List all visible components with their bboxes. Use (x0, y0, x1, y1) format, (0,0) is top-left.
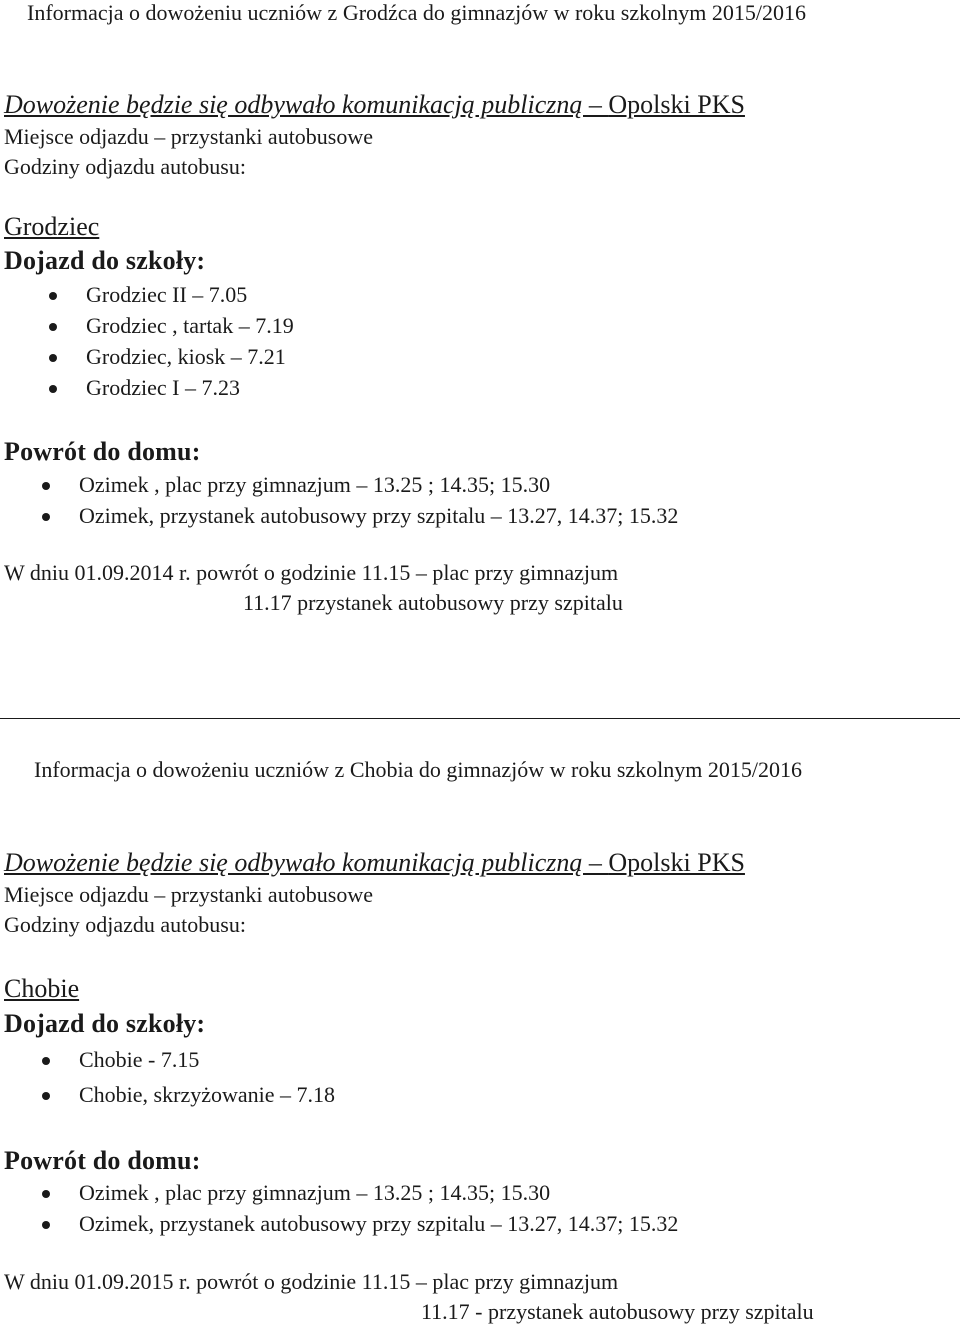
list-item: Chobie - 7.15 (79, 1047, 200, 1072)
section2-departure-place: Miejsce odjazdu – przystanki autobusowe (4, 882, 374, 907)
list-item: Grodziec, kiosk – 7.21 (86, 344, 286, 369)
section1-departure-hours: Godziny odjazdu autobusu: (4, 154, 246, 179)
list-item: Grodziec II – 7.05 (86, 282, 248, 307)
bullet-icon (49, 323, 57, 331)
section1-town: Grodziec (4, 212, 100, 241)
section2-return-heading: Powrót do domu: (4, 1146, 201, 1175)
section-separator (0, 718, 960, 719)
section1-note-line2: 11.17 przystanek autobusowy przy szpitalu (243, 590, 623, 615)
bullet-icon (49, 292, 57, 300)
bullet-icon (49, 354, 57, 362)
list-item: Chobie, skrzyżowanie – 7.18 (79, 1082, 335, 1107)
bullet-icon (42, 1092, 50, 1100)
section1-transport-text: Dowożenie będzie się odbywało komunikacją publiczną – (4, 90, 609, 119)
section2-note-line1: W dniu 01.09.2015 r. powrót o godzinie 11.15 – plac przy gimnazjum (4, 1269, 619, 1294)
list-item: Grodziec I – 7.23 (86, 375, 240, 400)
list-item: Ozimek , plac przy gimnazjum – 13.25 ; 14.35; 15.30 (79, 472, 551, 497)
section2-to-school-heading: Dojazd do szkoły: (4, 1009, 206, 1038)
section2-departure-hours: Godziny odjazdu autobusu: (4, 912, 246, 937)
bullet-icon (49, 385, 57, 393)
section2-title: Informacja o dowożeniu uczniów z Chobia do gimnazjów w roku szkolnym 2015/2016 (34, 757, 803, 782)
section2-town: Chobie (4, 974, 80, 1003)
section1-transport-info (4, 90, 745, 120)
section1-title: Informacja o dowożeniu uczniów z Grodźca do gimnazjów w roku szkolnym 2015/2016 (27, 0, 806, 25)
section1-note-line1: W dniu 01.09.2014 r. powrót o godzinie 11.15 – plac przy gimnazjum (4, 560, 619, 585)
list-item: Grodziec , tartak – 7.19 (86, 313, 294, 338)
bullet-icon (42, 1221, 50, 1229)
section2-note-line2: 11.17 - przystanek autobusowy przy szpitalu (421, 1299, 814, 1324)
section1-transport-operator: Opolski PKS (608, 90, 745, 119)
bullet-icon (42, 482, 50, 490)
section2-transport-operator: Opolski PKS (608, 848, 745, 877)
bullet-icon (42, 1190, 50, 1198)
bullet-icon (42, 1057, 50, 1065)
list-item: Ozimek, przystanek autobusowy przy szpitalu – 13.27, 14.37; 15.32 (79, 503, 679, 528)
section1-departure-place: Miejsce odjazdu – przystanki autobusowe (4, 124, 374, 149)
section2-transport-info (4, 848, 745, 878)
section2-transport-text: Dowożenie będzie się odbywało komunikacją publiczną – (4, 848, 609, 877)
list-item: Ozimek , plac przy gimnazjum – 13.25 ; 14.35; 15.30 (79, 1180, 551, 1205)
section1-return-heading: Powrót do domu: (4, 437, 201, 466)
section1-to-school-heading: Dojazd do szkoły: (4, 246, 206, 275)
list-item: Ozimek, przystanek autobusowy przy szpitalu – 13.27, 14.37; 15.32 (79, 1211, 679, 1236)
bullet-icon (42, 513, 50, 521)
